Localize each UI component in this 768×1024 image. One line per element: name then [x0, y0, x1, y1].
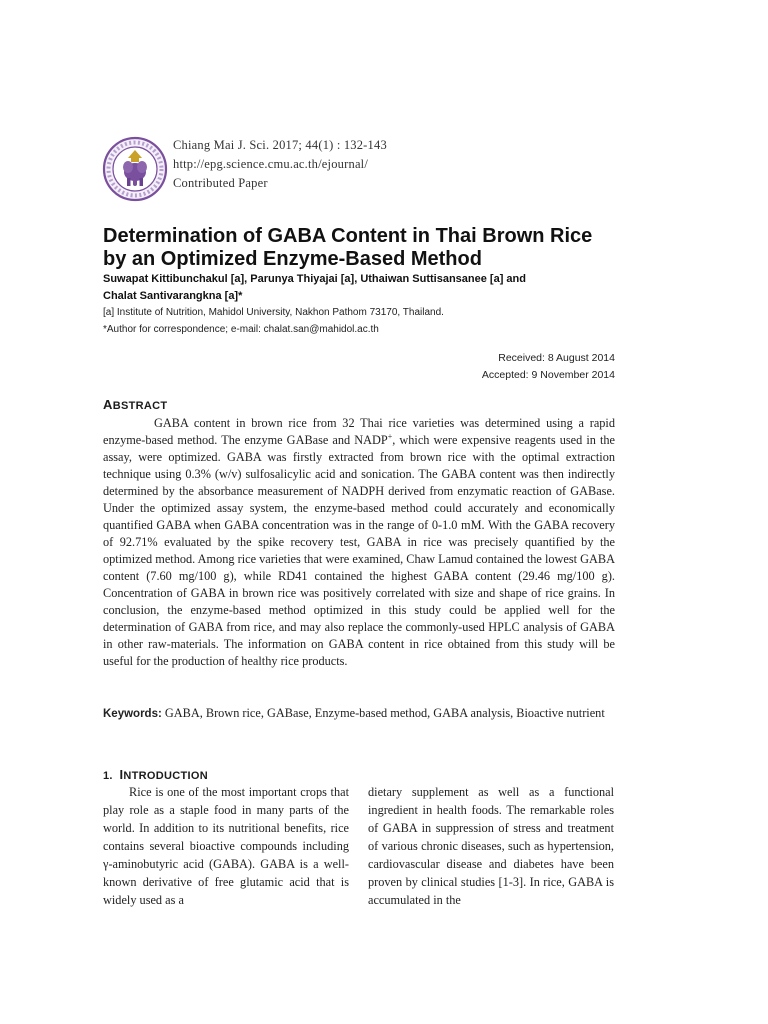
paper-title: [103, 225, 663, 271]
journal-url[interactable]: http://epg.science.cmu.ac.th/ejournal/: [173, 157, 369, 171]
authors-line-1: Suwapat Kittibunchakul [a], Parunya Thiyajai [a], Uthaiwan Suttisansanee [a] and: [103, 273, 526, 285]
intro-left-part-2: -aminobutyric acid (GABA). GABA is a well-known derivative of free glutamic acid that is widely used as a: [103, 857, 349, 907]
publication-dates: [482, 350, 615, 384]
received-date: Received: 8 August 2014: [498, 352, 615, 364]
keywords-text: GABA, Brown rice, GABase, Enzyme-based method, GABA analysis, Bioactive nutrient: [164, 706, 605, 720]
affiliations: [103, 304, 444, 338]
abstract-heading-rest: BSTRACT: [112, 400, 168, 412]
gamma-symbol: γ: [103, 857, 109, 871]
introduction-heading: [103, 767, 208, 782]
introduction-right-column: dietary supplement as well as a functional ingredient in health foods. The remarkable roles of GABA in suppression of stress and treatment of various chronic diseases, such as hypertension, cardiovascular disease and diabetes have been proven by clinical studies [1-3]. In rice, GABA is accumulated in the: [368, 785, 614, 907]
intro-left-part-1: Rice is one of the most important crops that play role as a staple food in many parts of the world. In addition to its nutritional benefits, rice contains several bioactive compounds including: [103, 785, 349, 853]
paper-type: Contributed Paper: [173, 176, 268, 190]
title-line-1: Determination of GABA Content in Thai Brown Rice: [103, 225, 593, 247]
accepted-date: Accepted: 9 November 2014: [481, 369, 615, 381]
institute-affiliation: [a] Institute of Nutrition, Mahidol University, Nakhon Pathom 73170, Thailand.: [103, 307, 444, 318]
title-line-2: by an Optimized Enzyme-Based Method: [103, 248, 482, 270]
introduction-heading-rest: NTRODUCTION: [123, 770, 208, 782]
keywords-label: Keywords:: [103, 708, 162, 720]
abstract-heading-initial: A: [103, 397, 113, 412]
abstract-text: [103, 415, 615, 670]
abstract-heading: [103, 397, 167, 412]
journal-info: [173, 136, 387, 193]
author-list: [103, 271, 623, 305]
authors-line-2: Chalat Santivarangkna [a]*: [103, 290, 243, 302]
introduction-heading-initial: I: [119, 767, 124, 782]
abstract-superscript: +: [387, 431, 393, 441]
abstract-text-part-2: , which were expensive reagents used in the assay, were optimized. GABA was firstly extracted from brown rice with the optimal extraction technique using 0.3% (w/v) sulfosalicylic acid and sonication. The GABA content was then indirectly determined by the absorbance measurement of NADPH derived from enzymatic reaction of GABase. Under the optimized assay system, the enzyme-based method could accurately and economically quantified GABA when GABA concentration was in the range of 0-1.0 mM. With the GABA recovery of 92.71% evaluated by the spike recovery test, GABA in rice was precisely quantified by the optimized method. Among rice varieties that were examined, Chaw Lamud contained the lowest GABA content (7.60 mg/100 g), while RD41 contained the highest GABA content (29.46 mg/100 g). Concentration of GABA in brown rice was positively correlated with size and shape of rice grains. In conclusion, the enzyme-based method optimized in this study could be applied well for the determination of GABA from rice, and may also replace the commonly-used HPLC analysis of GABA in other raw-materials. The information on GABA content in rice obtained from this study will be useful for the production of healthy rice products.: [103, 433, 616, 668]
introduction-left-column: [103, 783, 349, 909]
abstract-text-part-1: GABA content in brown rice from 32 Thai rice varieties was determined using a rapid enzyme-based method. The enzyme GABase and NADP: [103, 416, 615, 447]
introduction-number: 1.: [103, 770, 113, 782]
keywords: [103, 704, 615, 723]
correspondence-email: *Author for correspondence; e-mail: chalat.san@mahidol.ac.th: [103, 324, 379, 335]
university-seal-icon: [102, 136, 168, 202]
journal-citation: Chiang Mai J. Sci. 2017; 44(1) : 132-143: [173, 138, 387, 152]
